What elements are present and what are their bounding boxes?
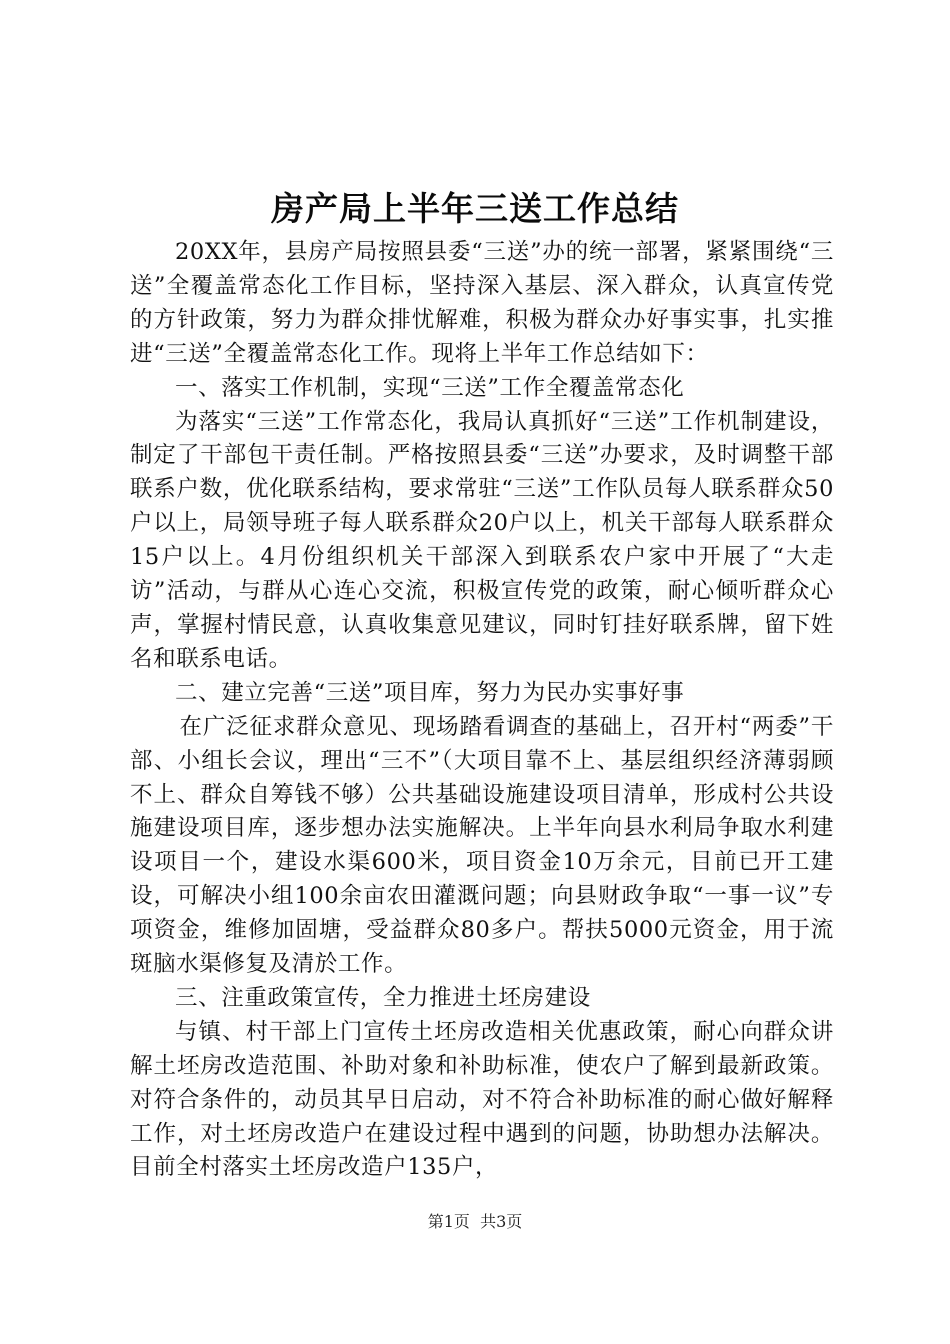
page-total: 共3页	[480, 1212, 523, 1231]
page-footer	[0, 1210, 950, 1234]
document-body	[130, 236, 834, 1185]
section-2-paragraph: 在广泛征求群众意见、现场踏看调查的基础上，召开村“两委”干部、小组长会议，理出“三不”（大项目靠不上、基层组织经济薄弱顾不上、群众自筹钱不够）公共基础设施建设项目清单，形成村公共设施建设项目库，逐步想办法实施解决。上半年向县水利局争取水利建设项目一个，建设水渠600米，项目资金10万余元，目前已开工建设，可解决小组100余亩农田灌溉问题；向县财政争取“一事一议”专项资金，维修加固塘，受益群众80多户。帮扶5000元资金，用于流斑脑水渠修复及清於工作。	[130, 713, 834, 978]
section-heading-1: 一、落实工作机制，实现“三送”工作全覆盖常态化	[175, 374, 685, 401]
section-heading-3: 三、注重政策宣传，全力推进土坯房建设	[175, 984, 591, 1011]
section-3-paragraph: 与镇、村干部上门宣传土坯房改造相关优惠政策，耐心向群众讲解土坯房改造范围、补助对象和补助标准，使农户了解到最新政策。对符合条件的，动员其早日启动，对不符合补助标准的耐心做好解释工作，对土坯房改造户在建设过程中遇到的问题，协助想办法解决。目前全村落实土坯房改造户135户，	[130, 1018, 834, 1181]
section-heading-2: 二、建立完善“三送”项目库，努力为民办实事好事	[175, 679, 685, 706]
page-number: 第1页	[427, 1212, 470, 1231]
document-title: 房产局上半年三送工作总结	[271, 189, 679, 228]
section-1-paragraph: 为落实“三送”工作常态化，我局认真抓好“三送”工作机制建设，制定了干部包干责任制。严格按照县委“三送”办要求，及时调整干部联系户数，优化联系结构，要求常驻“三送”工作队员每人联系群众50户以上，局领导班子每人联系群众20户以上，机关干部每人联系群众15户以上。4月份组织机关干部深入到联系农户家中开展了“大走访”活动，与群从心连心交流，积极宣传党的政策，耐心倾听群众心声，掌握村情民意，认真收集意见建议，同时钉挂好联系牌，留下姓名和联系电话。	[130, 408, 834, 672]
intro-paragraph: 20XX年，县房产局按照县委“三送”办的统一部署，紧紧围绕“三送”全覆盖常态化工作目标，坚持深入基层、深入群众，认真宣传党的方针政策，努力为群众排忧解难，积极为群众办好事实事，扎实推进“三送”全覆盖常态化工作。现将上半年工作总结如下：	[130, 239, 834, 367]
